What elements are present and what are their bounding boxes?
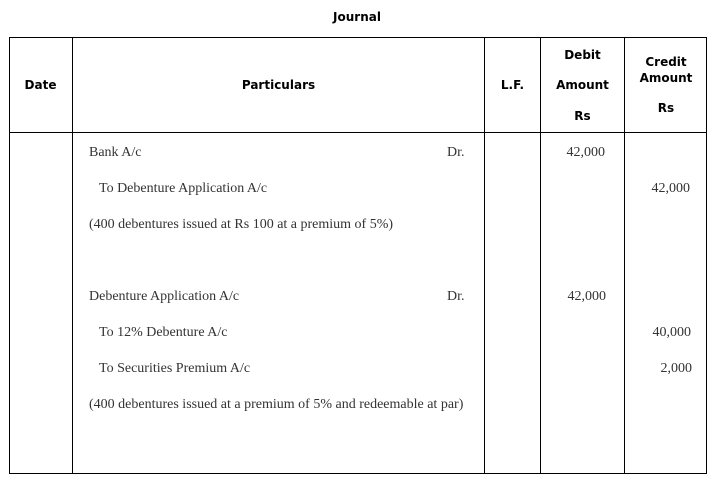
entry-narration: (400 debentures issued at Rs 100 at a premium of 5%) — [89, 217, 394, 232]
entry-debit-amount: 42,000 — [567, 289, 606, 304]
entry-credit-account: To 12% Debenture A/c — [99, 325, 228, 340]
column-divider — [72, 37, 73, 474]
column-divider — [540, 37, 541, 474]
header-credit-line1: Credit — [645, 55, 687, 69]
entry-dr-label: Dr. — [447, 145, 465, 160]
header-particulars: Particulars — [241, 78, 316, 92]
entry-credit-account: To Debenture Application A/c — [99, 181, 268, 196]
entry-credit-account: To Securities Premium A/c — [99, 361, 251, 376]
entry-credit-amount: 40,000 — [652, 325, 691, 340]
entry-debit-account: Bank A/c — [89, 145, 142, 160]
entry-debit-amount: 42,000 — [566, 145, 605, 160]
header-debit-line2: Amount — [556, 78, 609, 92]
header-lf: L.F. — [500, 78, 525, 92]
entry-credit-amount: 42,000 — [651, 181, 690, 196]
entry-narration: (400 debentures issued at a premium of 5% and redeemable at par) — [89, 397, 464, 412]
header-debit-line1: Debit — [564, 48, 601, 62]
entry-credit-amount: 2,000 — [660, 361, 692, 376]
journal-title: Journal — [333, 10, 381, 24]
header-debit-line3: Rs — [574, 109, 591, 123]
header-credit-line3: Rs — [657, 101, 675, 115]
entry-dr-label: Dr. — [447, 289, 465, 304]
header-divider — [9, 132, 707, 133]
header-date: Date — [24, 78, 57, 92]
entry-debit-account: Debenture Application A/c — [89, 289, 240, 304]
column-divider — [484, 37, 485, 474]
header-credit-line2: Amount — [639, 71, 693, 85]
